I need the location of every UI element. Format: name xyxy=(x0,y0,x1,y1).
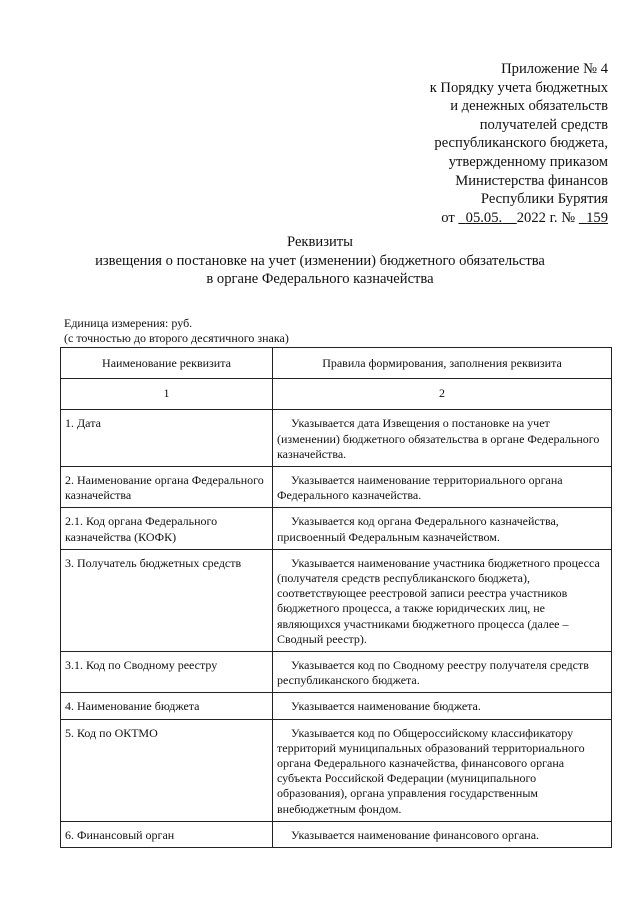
requisite-name: 5. Код по ОКТМО xyxy=(61,719,273,821)
appendix-line: получателей средств xyxy=(479,116,608,133)
order-date: 05.05. xyxy=(465,209,503,226)
order-date-underline xyxy=(458,210,516,226)
precision-line: (с точностью до второго десятичного знака) xyxy=(64,331,289,345)
appendix-line: республиканского бюджета, xyxy=(434,135,608,152)
table-row xyxy=(61,508,612,549)
column-number-row xyxy=(61,379,612,410)
table-row xyxy=(61,652,612,693)
requisite-rule: Указывается наименование участника бюджетного процесса (получателя средств республиканского бюджета), соответствующее реестровой записи реестра участников бюджетного процесса, а также юридических лиц, не являющихся участниками бюджетного процесса (далее – Сводный реестр). xyxy=(273,549,612,651)
appendix-line: и денежных обязательств xyxy=(450,98,608,115)
column-number: 2 xyxy=(273,379,612,410)
requisites-table xyxy=(60,347,612,848)
appendix-line: Республики Бурятия xyxy=(480,191,608,208)
appendix-line: Министерства финансов xyxy=(455,172,608,189)
units-line: Единица измерения: руб. xyxy=(64,316,193,330)
requisite-rule: Указывается код по Сводному реестру получателя средств республиканского бюджета. xyxy=(273,652,612,693)
title-line: в органе Федерального казначейства xyxy=(206,271,434,288)
title-line: извещения о постановке на учет (изменении) бюджетного обязательства xyxy=(95,252,545,269)
requisite-name: 3.1. Код по Сводному реестру xyxy=(61,652,273,693)
table-row xyxy=(61,719,612,821)
requisite-rule: Указывается наименование территориального органа Федерального казначейства. xyxy=(273,467,612,508)
requisite-name: 2. Наименование органа Федерального казначейства xyxy=(61,467,273,508)
requisite-rule: Указывается наименование бюджета. xyxy=(273,693,612,719)
table-row xyxy=(61,549,612,651)
appendix-line: утвержденному приказом xyxy=(448,153,608,170)
units-note xyxy=(64,316,289,346)
requisite-rule: Указывается код органа Федерального казначейства, присвоенный Федеральным казначейством. xyxy=(273,508,612,549)
requisite-rule: Указывается код по Общероссийскому классификатору территорий муниципальных образований территориального органа Федерального казначейства, финансового органа субъекта Российской Федерации (муниципального образования), органа управления государственным внебюджетным фондом. xyxy=(273,719,612,821)
requisite-name: 1. Дата xyxy=(61,410,273,467)
order-prefix: от xyxy=(441,209,455,226)
table-header-row xyxy=(61,348,612,379)
requisite-name: 2.1. Код органа Федерального казначейства (КОФК) xyxy=(61,508,273,549)
header-rule-column: Правила формирования, заполнения реквизита xyxy=(273,348,612,379)
requisite-name: 3. Получатель бюджетных средств xyxy=(61,549,273,651)
appendix-line: Приложение № 4 xyxy=(501,61,608,77)
column-number: 1 xyxy=(61,379,273,410)
order-date-line xyxy=(430,209,608,228)
requisite-rule: Указывается дата Извещения о постановке на учет (изменении) бюджетного обязательства в органе Федерального казначейства. xyxy=(273,410,612,467)
table-row xyxy=(61,693,612,719)
requisite-rule: Указывается наименование финансового органа. xyxy=(273,821,612,847)
table-row xyxy=(61,821,612,847)
order-number: 159 xyxy=(586,209,608,226)
order-number-underline xyxy=(579,210,608,226)
table-row xyxy=(61,467,612,508)
table-row xyxy=(61,410,612,467)
requisite-name: 6. Финансовый орган xyxy=(61,821,273,847)
order-year: 2022 г. № xyxy=(516,209,576,226)
title-line: Реквизиты xyxy=(287,234,353,250)
requisite-name: 4. Наименование бюджета xyxy=(61,693,273,719)
appendix-line: к Порядку учета бюджетных xyxy=(429,79,608,96)
header-name-column: Наименование реквизита xyxy=(61,348,273,379)
document-title xyxy=(0,233,640,289)
appendix-block xyxy=(430,60,608,227)
